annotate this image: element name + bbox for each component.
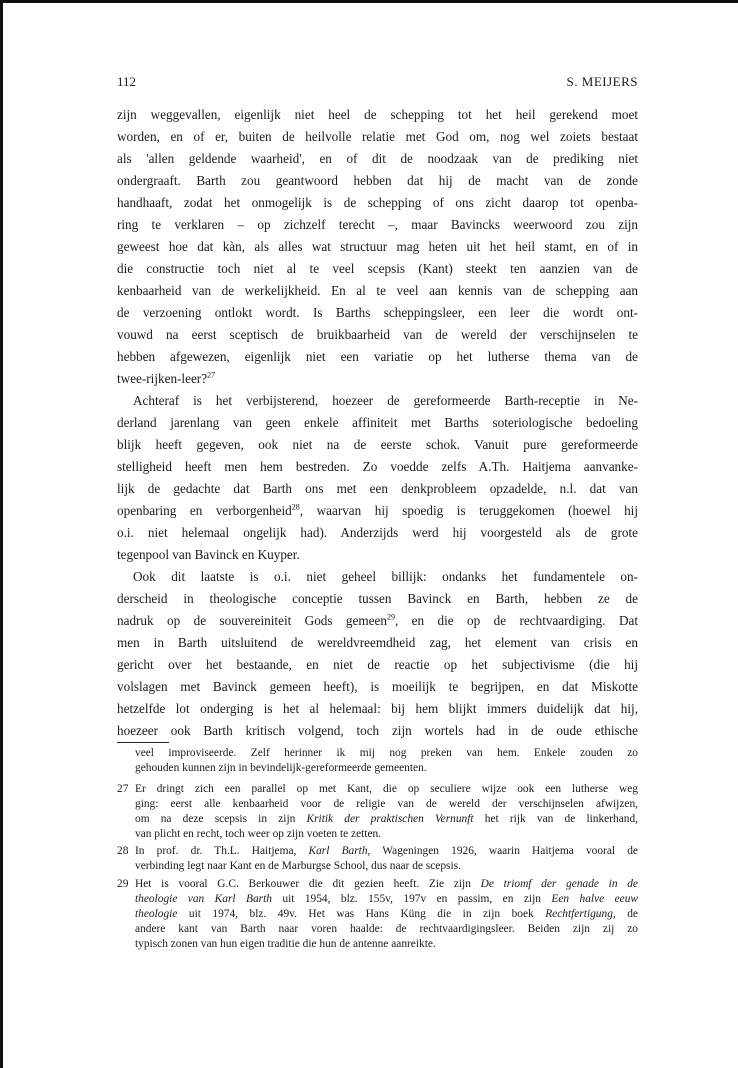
text-line: blijk heeft gegeven, ook niet na de eerste schok. Vanuit pure gereformeerde	[117, 437, 638, 452]
footnote-line: Er dringt zich een parallel op met Kant, die op seculiere wijze ook een lutherse weg	[135, 783, 638, 795]
text-line	[117, 368, 638, 390]
footnote-line	[117, 907, 638, 922]
text-span: , waarvan hij spoedig is teruggekomen (hoewel hij	[299, 503, 638, 518]
text-span: nadruk op de souvereiniteit Gods gemeen	[117, 613, 387, 628]
text-line: hetzelfde lot onderging is het al helemaal: bij hem blijkt immers duidelijk dat hij,	[117, 701, 638, 716]
text-line	[117, 500, 638, 522]
text-line: ring te verklaren – op zichzelf terecht –, maar Bavincks weerwoord zou zijn	[117, 217, 638, 232]
footnote-line	[117, 812, 638, 827]
text-line: hebben afgewezen, eigenlijk niet een variatie op het lutherse thema van de	[117, 349, 638, 364]
text-line: Ook dit laatste is o.i. niet geheel billijk: ondanks het fundamentele on-	[133, 569, 638, 584]
footnote-number: 29	[117, 878, 129, 890]
italic-title: Rechtfertigung,	[545, 908, 616, 920]
text-line: tegenpool van Bavinck en Kuyper.	[117, 547, 300, 562]
text-line: ondergraaft. Barth zou geantwoord hebben dat hij de macht van de zonde	[117, 173, 638, 188]
footnote-ref-28: 28	[291, 502, 300, 512]
italic-title: Kritik der praktischen Vernunft	[306, 813, 474, 825]
italic-title: Karl Barth,	[308, 845, 371, 857]
text-line: derland jarenlang van geen enkele affiniteit met Barths soteriologische bedoeling	[117, 415, 638, 430]
text-line: Achteraf is het verbijsterend, hoezeer de gereformeerde Barth-receptie in Ne-	[133, 393, 638, 408]
footnote-line: veel improviseerde. Zelf herinner ik mij nog preken van hem. Enkele zouden zo	[135, 747, 638, 759]
italic-title: theologie van Karl Barth	[135, 893, 272, 905]
text-span: uit 1954, blz. 155v, 197v en passim, en zijn	[271, 893, 552, 905]
text-span: , en die op de rechtvaardiging. Dat	[394, 613, 638, 628]
text-line: gericht over het bestaande, en niet de reactie op het subjectivisme (die hij	[117, 657, 638, 672]
text-line: kenbaarheid van de werkelijkheid. En al te veel aan kennis van de schepping aan	[117, 283, 638, 298]
footnote-28	[117, 844, 638, 874]
footnote-27	[117, 782, 638, 842]
text-line: die constructie toch niet al te veel scepsis (Kant) steekt ten aanzien van de	[117, 261, 638, 276]
footnote-ref-27: 27	[207, 370, 216, 380]
footnote-rule	[117, 742, 169, 743]
text-line: volslagen met Bavinck gemeen heeft), is moeilijk te begrijpen, en dat Miskotte	[117, 679, 638, 694]
text-span: openbaring en verborgenheid	[117, 503, 292, 518]
text-line: men in Barth uitsluitend de wereldvreemdheid zag, het element van crisis en	[117, 635, 638, 650]
text-line: derscheid in theologische conceptie tussen Bavinck en Barth, hebben ze de	[117, 591, 638, 606]
text-line: als 'allen geldende waarheid', en of dit de noodzaak van de prediking niet	[117, 151, 638, 166]
text-line: handhaaft, zodat het onmogelijk is de schepping of ons zicht daarop tot openba-	[117, 195, 638, 210]
running-author: S. MEIJERS	[566, 74, 638, 89]
italic-title: De triomf der genade in de	[480, 878, 638, 890]
text-span: om na deze scepsis in zijn	[135, 813, 307, 825]
footnote-line: andere kant van Barth naar voren haalde: de rechtvaardigingsleer. Beiden zijn zij zo	[135, 923, 638, 935]
text-span: het rijk van de linkerhand,	[473, 813, 638, 825]
footnote-ref-29: 29	[386, 612, 395, 622]
text-span: In prof. dr. Th.L. Haitjema,	[135, 845, 309, 857]
footnote-line	[117, 892, 638, 907]
text-line: de verzoening ontlokt wordt. Is Barths scheppingsleer, een leer die wordt ont-	[117, 305, 638, 320]
text-span: uit 1974, blz. 49v. Het was Hans Küng die in zijn boek	[177, 908, 546, 920]
footnote-line	[117, 877, 638, 892]
scan-border-top	[0, 0, 738, 3]
footnote-29	[117, 877, 638, 952]
text-span: twee-rijken-leer?	[117, 371, 208, 386]
text-span: Wageningen 1926, waarin Haitjema vooral de	[370, 845, 638, 857]
text-line: hoezeer ook Barth kritisch volgend, toch zijn wortels had in de oude ethische	[117, 723, 638, 738]
footnote-continuation	[117, 746, 638, 776]
footnote-line: ging: eerst alle kenbaarheid voor de religie van de wereld der verschijnselen afwijzen,	[135, 798, 638, 810]
footnote-line	[117, 844, 638, 859]
footnote-number: 27	[117, 783, 129, 795]
footnote-line: van plicht en recht, toch weer op zijn voeten te zetten.	[135, 828, 382, 840]
text-line: lijk de gedachte dat Barth ons met een denkprobleem opzadelde, n.l. dat van	[117, 481, 638, 496]
footnote-line: gehouden kunnen zijn in bevindelijk-gereformeerde gemeenten.	[135, 762, 427, 774]
text-line: stelligheid heeft men hem bestreden. Zo voedde zelfs A.Th. Haitjema aanvanke-	[117, 459, 638, 474]
text-line: geweest hoe dat kàn, als alles wat structuur mag heten uit het heil stamt, en of in	[117, 239, 638, 254]
italic-title: theologie	[135, 908, 178, 920]
body-text	[117, 104, 638, 742]
italic-title: Een halve eeuw	[551, 893, 638, 905]
text-line: vouwd na eerst sceptisch de bruikbaarheid van de wereld der verschijnselen te	[117, 327, 638, 342]
running-header	[117, 74, 638, 92]
page-number: 112	[117, 74, 137, 89]
text-line	[117, 610, 638, 632]
text-line: worden, en of er, buiten de heilvolle relatie met God om, nog wel zoiets bestaat	[117, 129, 638, 144]
text-span: de	[615, 908, 638, 920]
footnote-line: verbinding legt naar Kant en de Marburgse School, dus naar de scepsis.	[135, 860, 461, 872]
footnote-line: typisch zonen van hun eigen traditie die hun de antenne aanreikte.	[135, 938, 436, 950]
text-line: zijn weggevallen, eigenlijk niet heel de schepping tot het heil gerekend moet	[117, 107, 638, 122]
footnote-number: 28	[117, 845, 129, 857]
scan-border-left	[0, 0, 3, 1068]
text-span: Het is vooral G.C. Berkouwer die dit gezien heeft. Zie zijn	[135, 878, 481, 890]
text-line: o.i. niet helemaal ongelijk had). Anderzijds werd hij voorgesteld als de grote	[117, 525, 638, 540]
